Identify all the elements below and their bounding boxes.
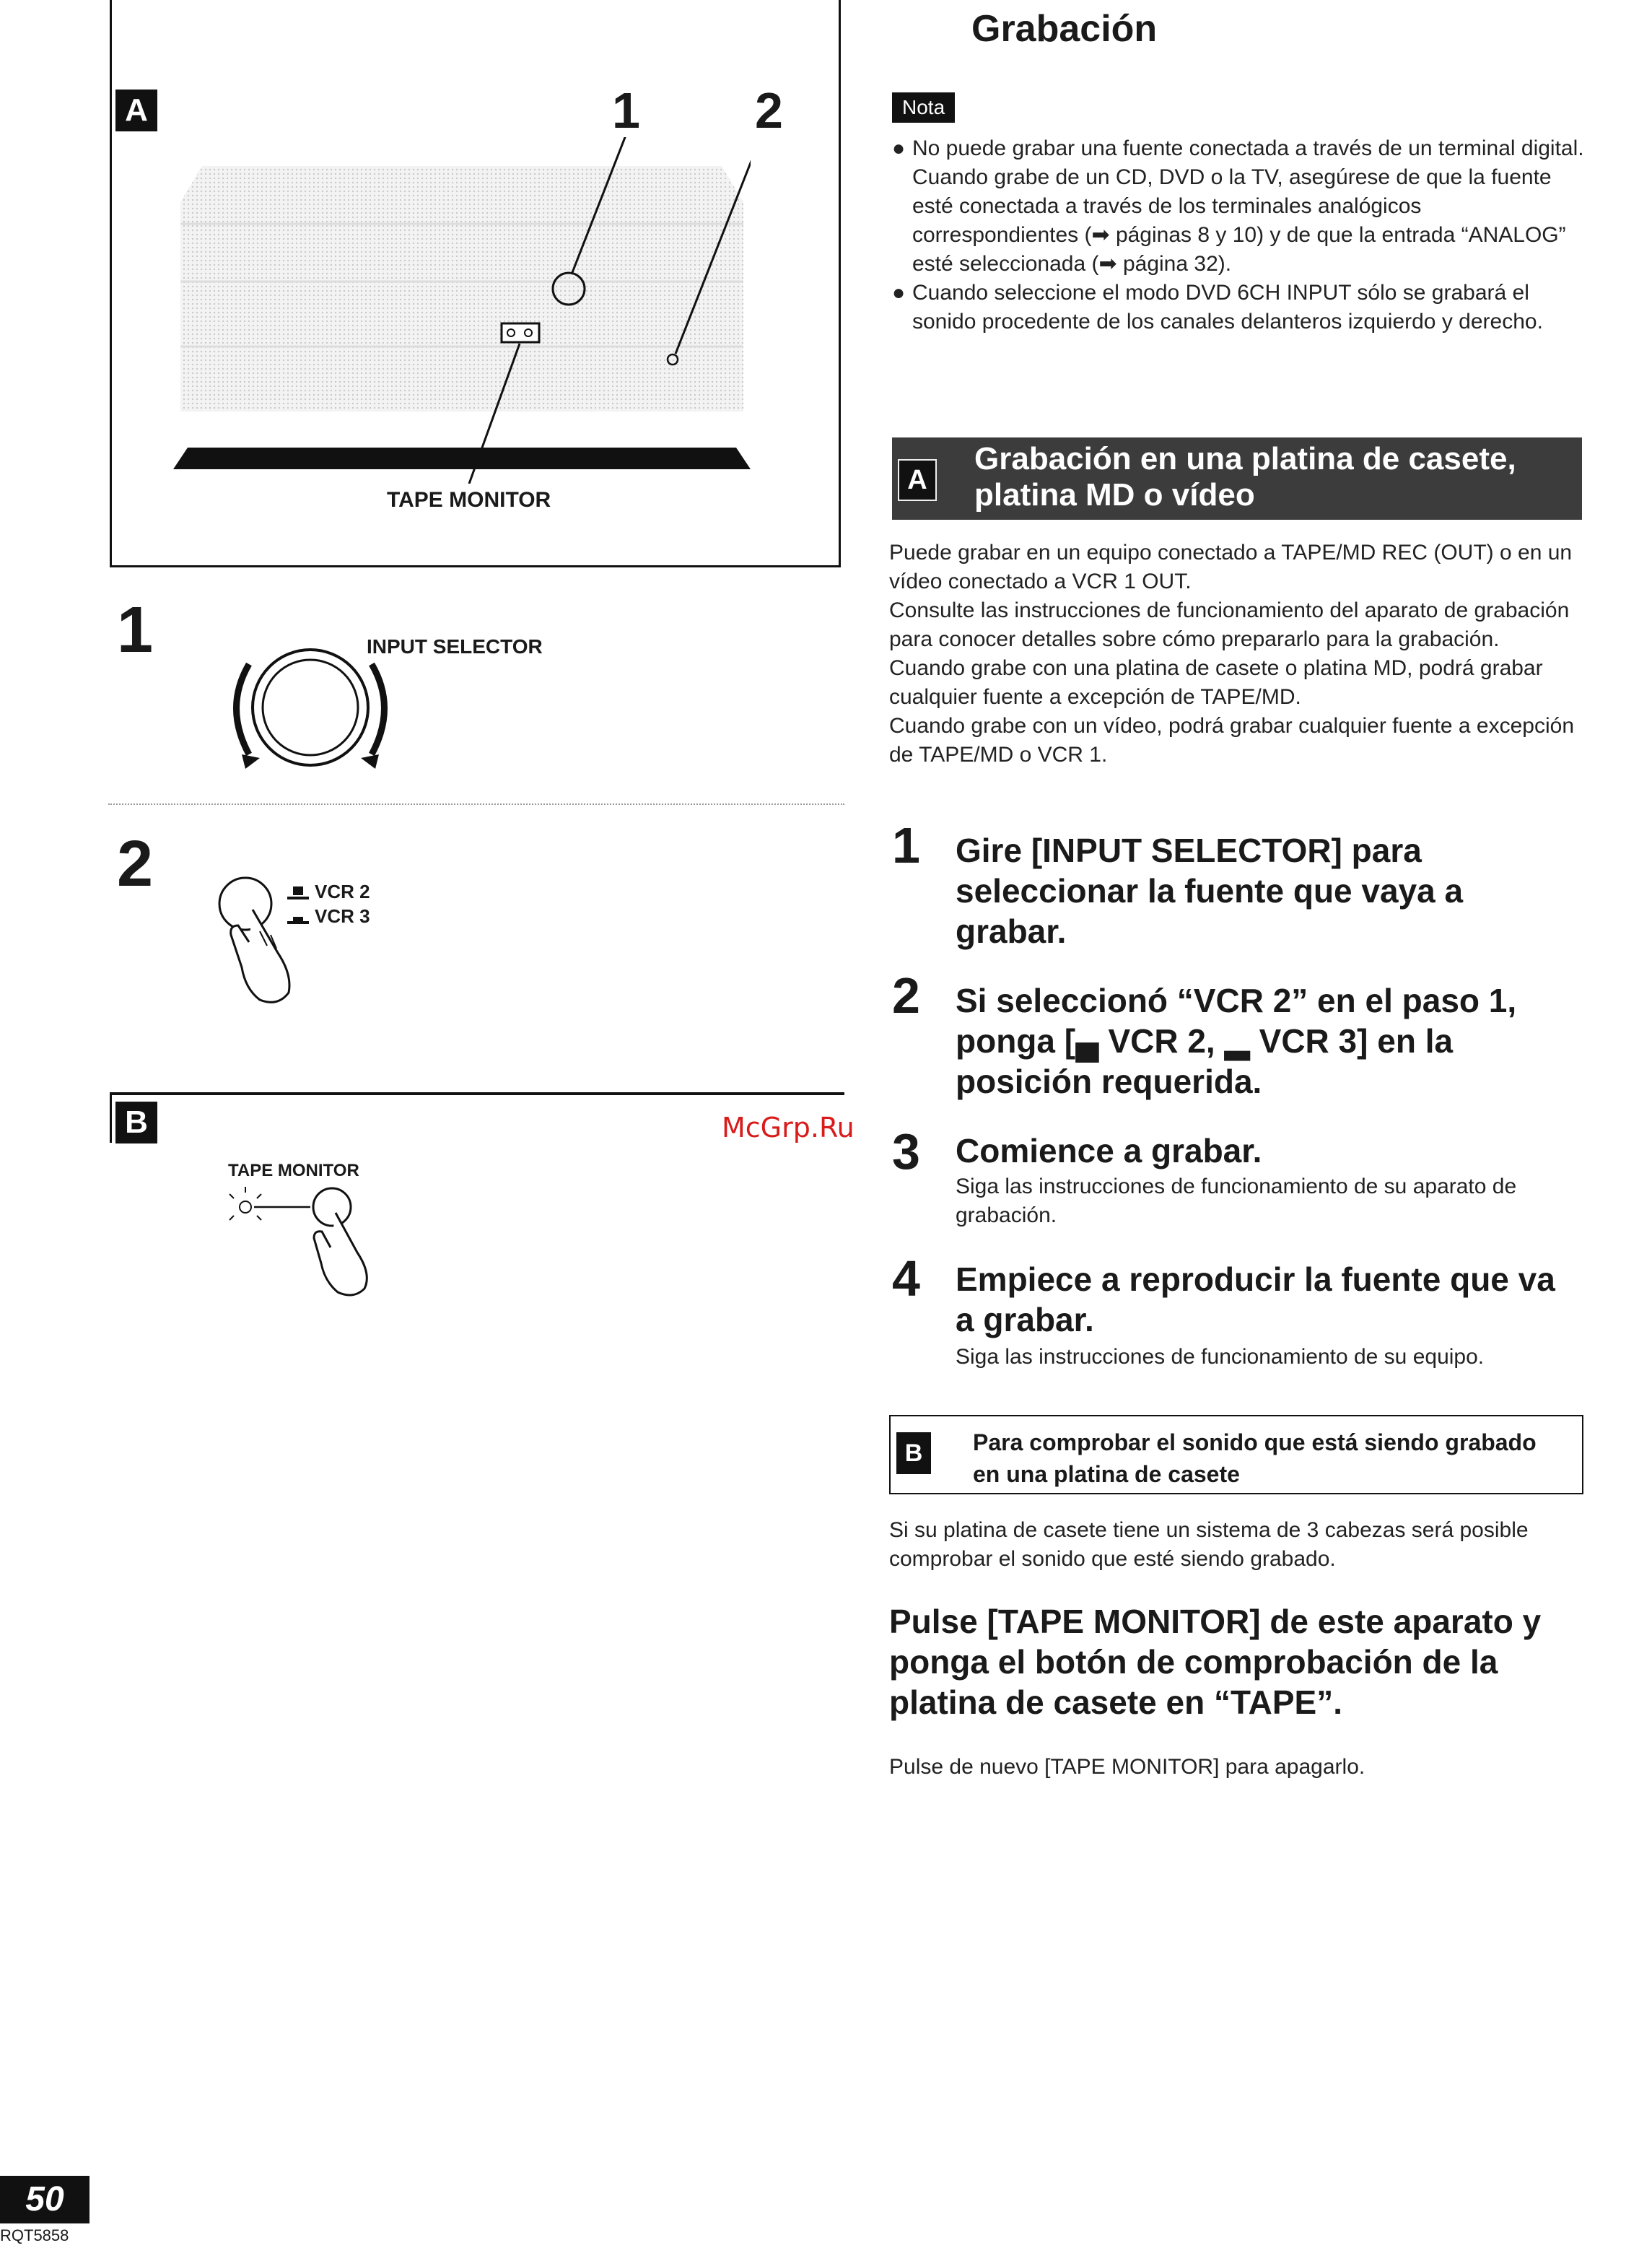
page-title: Grabación bbox=[971, 8, 1158, 50]
panel-b-left-rule bbox=[110, 1092, 112, 1143]
section-b-para: Si su platina de casete tiene un sistema de 3 cabezas será posible comprobar el sonido que esté siendo grabado. bbox=[889, 1518, 1529, 1571]
section-a-para-1: Puede grabar en un equipo conectado a TAPE/MD REC (OUT) o en un vídeo conectado a VCR 1 OUT. bbox=[889, 541, 1573, 593]
nota-bullet-1-cont: Cuando grabe de un CD, DVD o la TV, asegúrese de que la fuente esté conectada a través de los terminales analógicos correspondientes (➡ páginas 8 y 10) y de que la entrada “ANALOG” esté seleccionada (➡ página 32). bbox=[912, 165, 1566, 276]
section-a-badge: A bbox=[898, 459, 937, 501]
nota-bullet-2-text: Cuando seleccione el modo DVD 6CH INPUT sólo se grabará el sonido procedente de los canales delanteros izquierdo y derecho. bbox=[912, 281, 1543, 334]
step-3-title: Comience a grabar. bbox=[956, 1132, 1262, 1169]
nota-bullet-1: ● No puede grabar una fuente conectada a través de un terminal digital. Cuando grabe de un CD, DVD o la TV, asegúrese de que la fuente esté conectada a través de los terminales analógicos correspondientes (➡ páginas 8 y 10) y de que la entrada “ANALOG” esté seleccionada (➡ página 32). ● Cuando seleccione el modo DVD 6CH INPUT sólo se grabará el sonido procedente de los canales delanteros izquierdo y derecho. bbox=[892, 134, 1585, 336]
callout-2: 2 bbox=[755, 82, 783, 139]
left-divider bbox=[108, 803, 844, 805]
section-a-para-4: Cuando grabe con un vídeo, podrá grabar cualquier fuente a excepción de TAPE/MD o VCR 1. bbox=[889, 714, 1574, 767]
left-step-1-number: 1 bbox=[117, 594, 154, 666]
panel-a-badge: A bbox=[115, 90, 157, 131]
vcr2-switch-icon bbox=[287, 886, 309, 899]
panel-b-rule bbox=[110, 1092, 844, 1095]
section-b-title: Para comprobar el sonido que está siendo grabado en una platina de casete bbox=[973, 1429, 1537, 1487]
nota-badge: Nota bbox=[892, 92, 955, 123]
tape-monitor-press-icon bbox=[217, 1184, 419, 1299]
panel-b-badge: B bbox=[115, 1102, 157, 1143]
step-4-title: Empiece a reproducir la fuente que va a grabar. bbox=[956, 1260, 1555, 1338]
section-b-box bbox=[889, 1415, 1583, 1494]
page-number: 50 bbox=[0, 2176, 89, 2223]
section-a-para-2: Consulte las instrucciones de funcionamiento del aparato de grabación para conocer detalles sobre cómo prepararlo para la grabación. bbox=[889, 598, 1570, 651]
step-1-title: Gire [INPUT SELECTOR] para seleccionar la fuente que vaya a grabar. bbox=[956, 832, 1464, 950]
step-2-title: Si seleccionó “VCR 2” en el paso 1, ponga [▄ VCR 2, ▂ VCR 3] en la posición requerida. bbox=[956, 982, 1517, 1100]
vcr3-switch-icon bbox=[287, 912, 309, 924]
step-4-number: 4 bbox=[892, 1250, 920, 1307]
vcr2-label: VCR 2 bbox=[315, 881, 370, 902]
section-a-para-3: Cuando grabe con una platina de casete o platina MD, podrá grabar cualquier fuente a excepción de TAPE/MD. bbox=[889, 656, 1543, 709]
step-3-sub: Siga las instrucciones de funcionamiento de su aparato de grabación. bbox=[956, 1175, 1517, 1227]
section-b-instruction: Pulse [TAPE MONITOR] de este aparato y ponga el botón de comprobación de la platina de casete en “TAPE”. bbox=[889, 1603, 1542, 1721]
section-a-title-line1: Grabación en una platina de casete, bbox=[974, 441, 1516, 476]
step-2-number: 2 bbox=[892, 967, 920, 1024]
amplifier-illustration bbox=[173, 137, 751, 484]
section-b-note: Pulse de nuevo [TAPE MONITOR] para apagarlo. bbox=[889, 1755, 1365, 1779]
document-code: RQT5858 bbox=[0, 2226, 69, 2244]
nota-bullet-1-text: No puede grabar una fuente conectada a través de un terminal digital. bbox=[912, 136, 1584, 160]
vcr3-label: VCR 3 bbox=[315, 905, 370, 927]
watermark: McGrp.Ru bbox=[722, 1112, 855, 1143]
step-1-number: 1 bbox=[892, 817, 920, 874]
step-4-sub: Siga las instrucciones de funcionamiento de su equipo. bbox=[956, 1345, 1485, 1369]
input-selector-label: INPUT SELECTOR bbox=[367, 635, 543, 658]
left-step-2-number: 2 bbox=[117, 828, 154, 900]
panel-a-tape-monitor-label: TAPE MONITOR bbox=[387, 488, 551, 512]
step-3-number: 3 bbox=[892, 1123, 920, 1180]
callout-1: 1 bbox=[612, 82, 640, 139]
section-b-badge: B bbox=[896, 1432, 931, 1474]
panel-b-tape-monitor-label: TAPE MONITOR bbox=[228, 1161, 359, 1180]
section-a-title-line2: platina MD o vídeo bbox=[974, 477, 1255, 513]
section-a-body bbox=[889, 539, 1585, 770]
section-a-header bbox=[892, 437, 1582, 520]
